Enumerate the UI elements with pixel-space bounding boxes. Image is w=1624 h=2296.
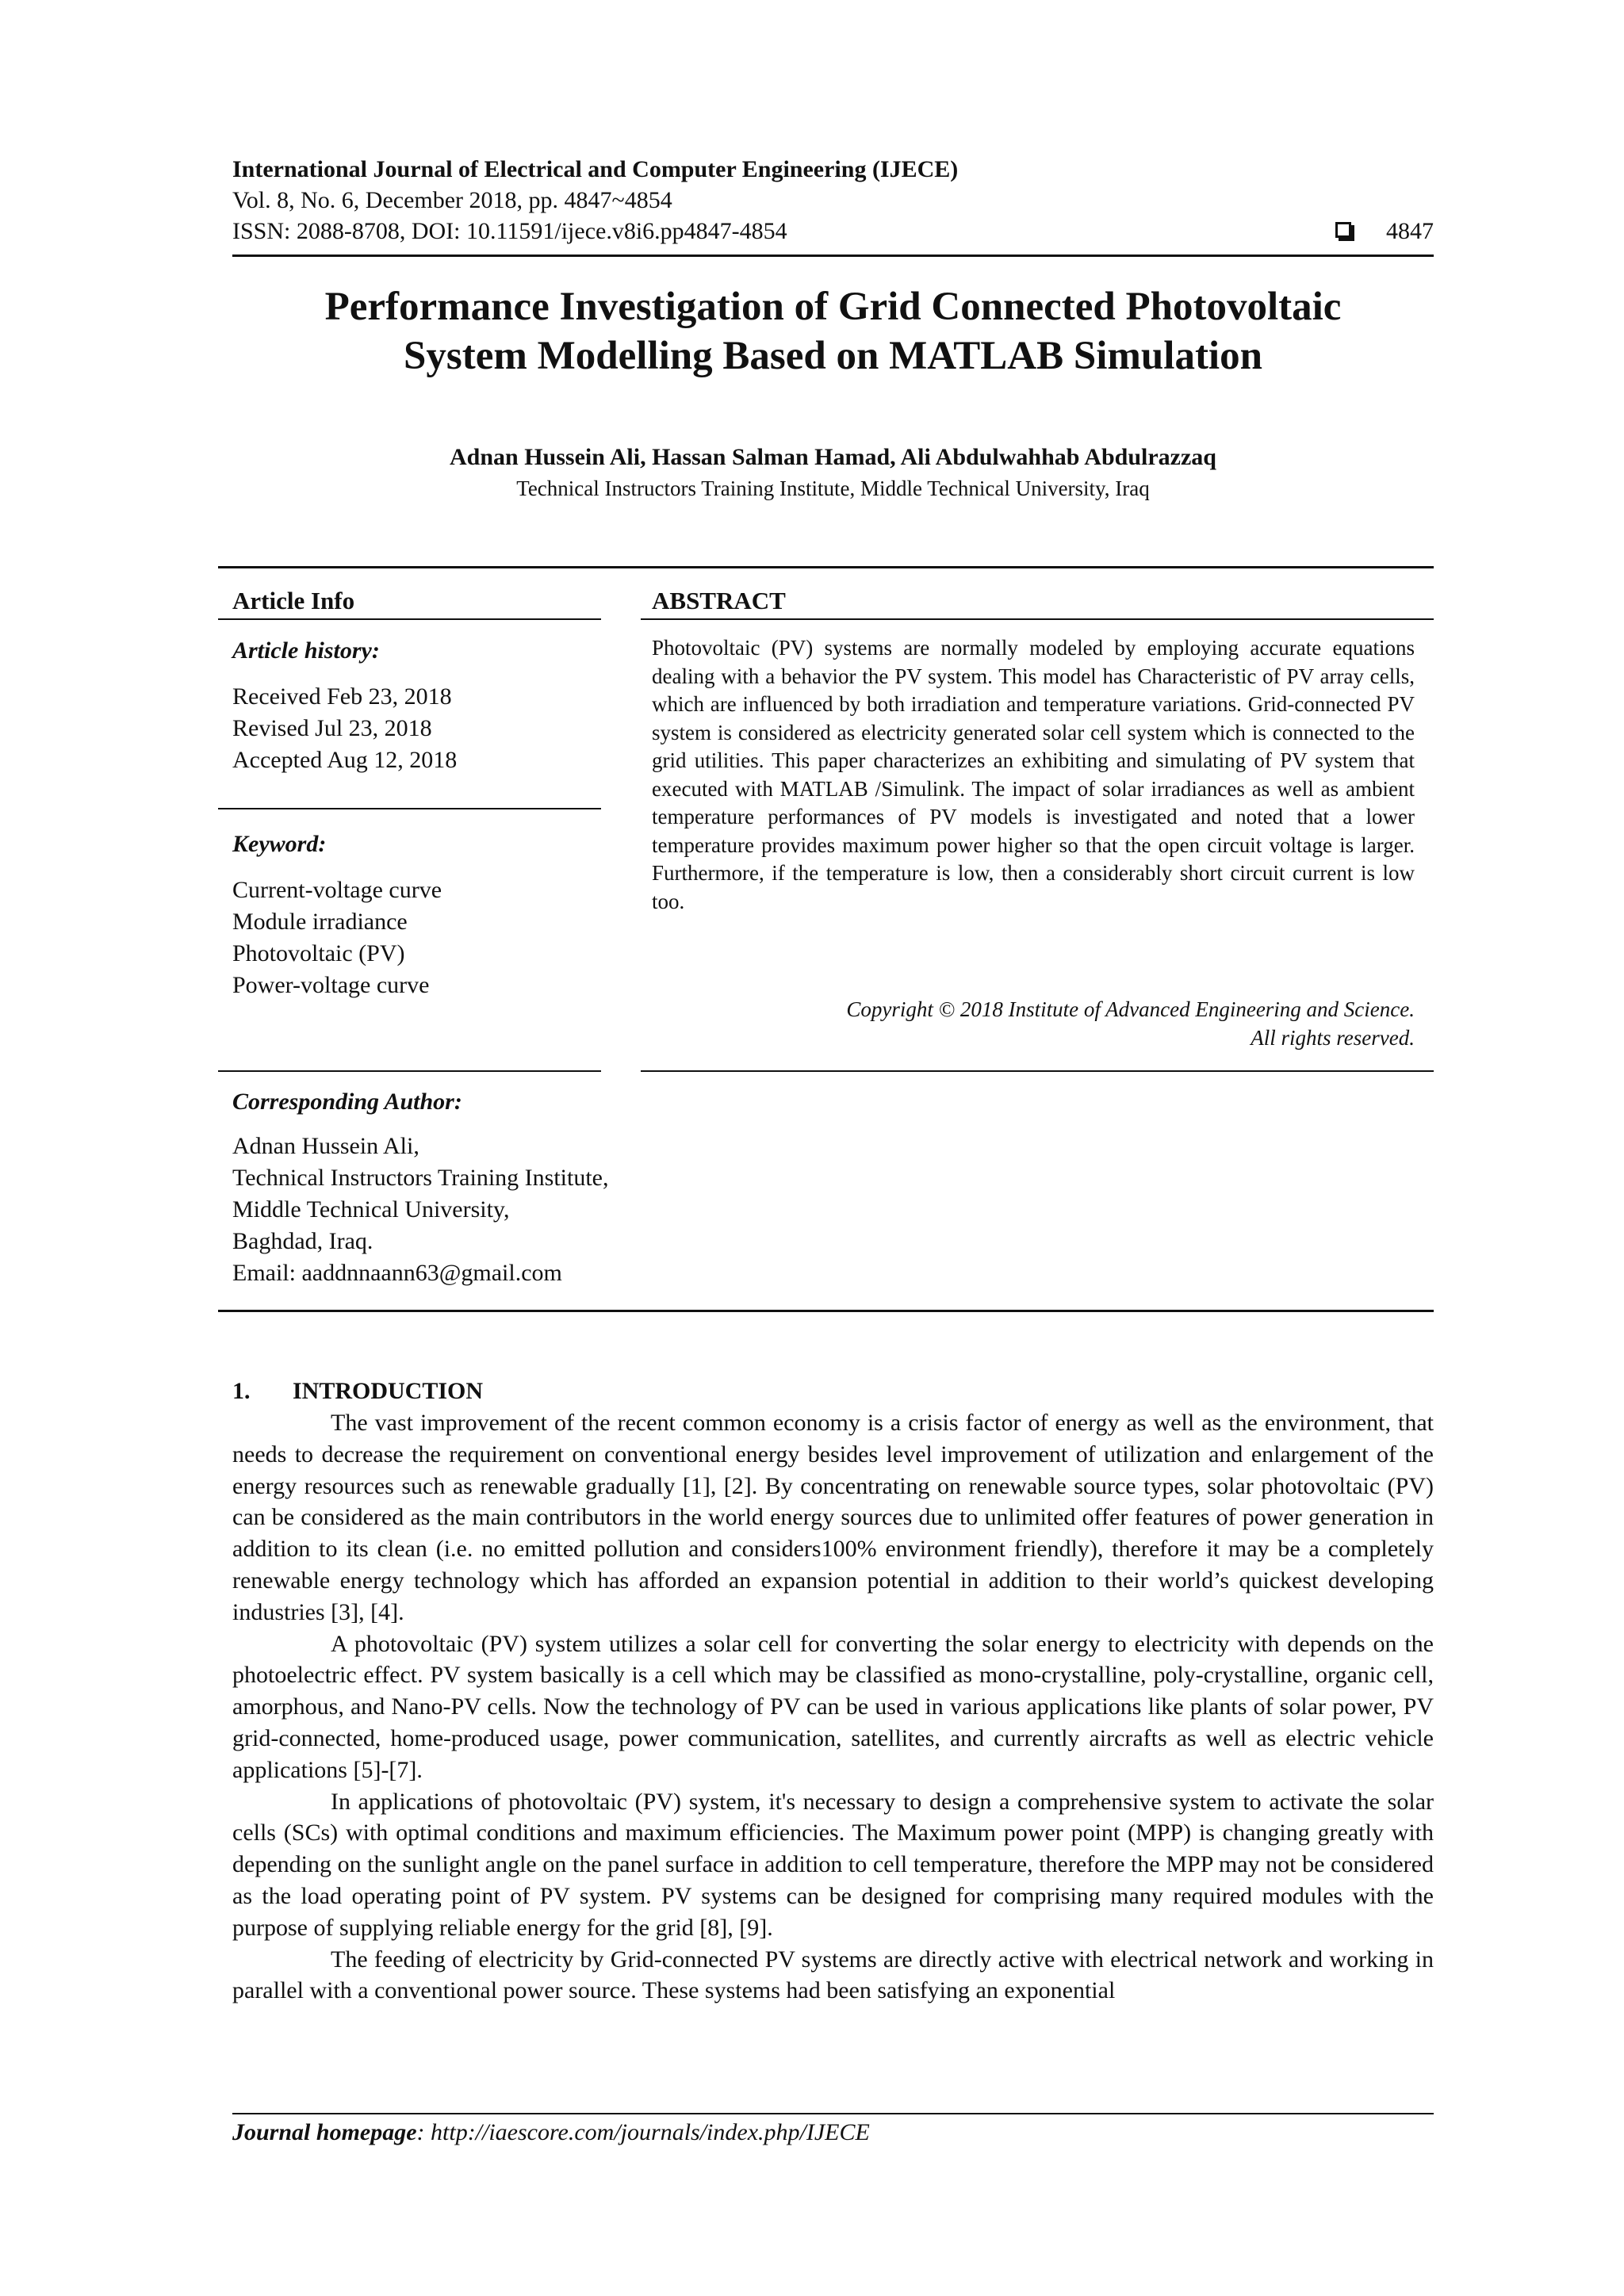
keyword-item: Power-voltage curve xyxy=(232,972,430,998)
keyword-heading: Keyword: xyxy=(232,831,327,857)
keywords-rule xyxy=(218,1070,601,1072)
page-number-group xyxy=(1335,216,1434,247)
title-line-1: Performance Investigation of Grid Connected Photovoltaic xyxy=(324,285,1342,329)
keyword-item: Current-voltage curve xyxy=(232,877,442,903)
page-number: 4847 xyxy=(1386,218,1434,244)
article-info-heading: Article Info xyxy=(232,587,355,614)
introduction-body xyxy=(232,1407,1434,2007)
author-location: Baghdad, Iraq. xyxy=(232,1228,373,1254)
issn-line: ISSN: 2088-8708, DOI: 10.11591/ijece.v8i6.pp4847-4854 xyxy=(232,218,787,244)
author-institute: Technical Instructors Training Institute, xyxy=(232,1165,609,1191)
section-heading-introduction xyxy=(232,1376,483,1407)
header-rule xyxy=(232,254,1434,257)
title-line-2: System Modelling Based on MATLAB Simulation xyxy=(404,334,1262,378)
volume-line: Vol. 8, No. 6, December 2018, pp. 4847~4854 xyxy=(232,187,672,213)
keyword-item: Module irradiance xyxy=(232,909,408,935)
article-info-rule xyxy=(218,618,601,620)
history-heading: Article history: xyxy=(232,637,380,664)
abstract-text: Photovoltaic (PV) systems are normally modeled by employing accurate equations dealing with a behavior the PV system. This model has Characteristic of PV array cells, which are influenced by both irradiation and temperature variations. Grid-connected PV system is considered as electricity generated solar cell system which is connected to the grid utilities. This paper characterizes an exhibiting and simulating of PV system that executed with MATLAB /Simulink. The impact of solar irradiances as well as ambient temperature performances of PV models is investigated and noted that a lower temperature provides maximum power higher so that the open circuit voltage is larger. Furthermore, if the temperature is low, then a considerably short circuit current is low too. xyxy=(652,636,1415,913)
section-title: INTRODUCTION xyxy=(293,1378,484,1404)
journal-name: International Journal of Electrical and Computer Engineering (IJECE) xyxy=(232,156,959,182)
abstract-rule xyxy=(641,618,1434,620)
received-date: Received Feb 23, 2018 xyxy=(232,683,452,710)
intro-paragraph: A photovoltaic (PV) system utilizes a solar cell for converting the solar energy to electricity with depends on the photoelectric effect. PV system basically is a cell which may be classified as mono-crystalline, poly-crystalline, organic cell, amorphous, and Nano-PV cells. Now the technology of PV can be used in various applications like plants of solar power, PV grid-connected, home-produced usage, power communication, satellites, and currently aircrafts as well as electric vehicle applications [5]-[7]. xyxy=(232,1630,1434,1783)
corresponding-author-heading: Corresponding Author: xyxy=(232,1089,462,1115)
homepage-link[interactable]: : http://iaescore.com/journals/index.php/IJECE xyxy=(416,2119,870,2145)
paper-title xyxy=(232,282,1434,381)
journal-homepage-footer xyxy=(232,2117,870,2149)
author-email: Email: aaddnnaann63@gmail.com xyxy=(232,1260,562,1286)
section-number: 1. xyxy=(232,1378,251,1404)
info-box-bottom-rule xyxy=(218,1310,1434,1312)
copyright-line-2: All rights reserved. xyxy=(1251,1026,1415,1050)
issn-row xyxy=(232,216,1434,247)
intro-paragraph: The feeding of electricity by Grid-connected PV systems are directly active with electrical network and working in parallel with a conventional power source. These systems had been satisfying an exponential xyxy=(232,1946,1434,2004)
author-name: Adnan Hussein Ali, xyxy=(232,1133,419,1159)
abstract-heading: ABSTRACT xyxy=(652,587,786,614)
homepage-label: Journal homepage xyxy=(232,2119,417,2145)
author-university: Middle Technical University, xyxy=(232,1196,510,1223)
journal-header xyxy=(232,154,1434,247)
article-info-heading-block xyxy=(232,585,597,617)
corresponding-author xyxy=(232,1086,946,1289)
intro-paragraph: In applications of photovoltaic (PV) system, it's necessary to design a comprehensive system to activate the solar cells (SCs) with optimal conditions and maximum efficiencies. The Maximum power point (MPP) is changing greatly with depending on the sunlight angle on the panel surface in addition to cell temperature, therefore the MPP may not be considered as the load operating point of PV system. PV systems can be designed for comprising many required modules with the purpose of supplying reliable energy for the grid [8], [9]. xyxy=(232,1788,1434,1941)
keyword-item: Photovoltaic (PV) xyxy=(232,940,405,966)
history-rule xyxy=(218,808,601,809)
accepted-date: Accepted Aug 12, 2018 xyxy=(232,747,458,773)
author-list: Adnan Hussein Ali, Hassan Salman Hamad, Ali Abdulwahhab Abdulrazzaq xyxy=(449,444,1216,470)
revised-date: Revised Jul 23, 2018 xyxy=(232,715,432,741)
article-history xyxy=(232,635,597,776)
info-box-top-rule xyxy=(218,566,1434,568)
copyright-notice xyxy=(652,995,1415,1052)
affiliation: Technical Instructors Training Institute, Middle Technical University, Iraq xyxy=(516,476,1150,500)
copyright-line-1: Copyright © 2018 Institute of Advanced Engineering and Science. xyxy=(846,997,1415,1021)
intro-paragraph: The vast improvement of the recent common economy is a crisis factor of energy as well as the environment, that needs to decrease the requirement on conventional energy besides level improvement of utilization and enlargement of the energy resources such as renewable gradually [1], [2]. By concentrating on renewable source types, solar photovoltaic (PV) can be considered as the main contributors in the world energy sources due to unlimited offer features of power generation in addition to its clean (i.e. no emitted pollution and considers100% environment friendly), therefore it may be a completely renewable energy technology which has afforded an expansion potential in addition to their world’s quickest developing industries [3], [4]. xyxy=(232,1410,1434,1625)
abstract-bottom-rule xyxy=(641,1070,1434,1072)
square-bullet-icon xyxy=(1335,222,1351,238)
keywords-block xyxy=(232,828,597,1001)
footer-rule xyxy=(232,2113,1434,2114)
